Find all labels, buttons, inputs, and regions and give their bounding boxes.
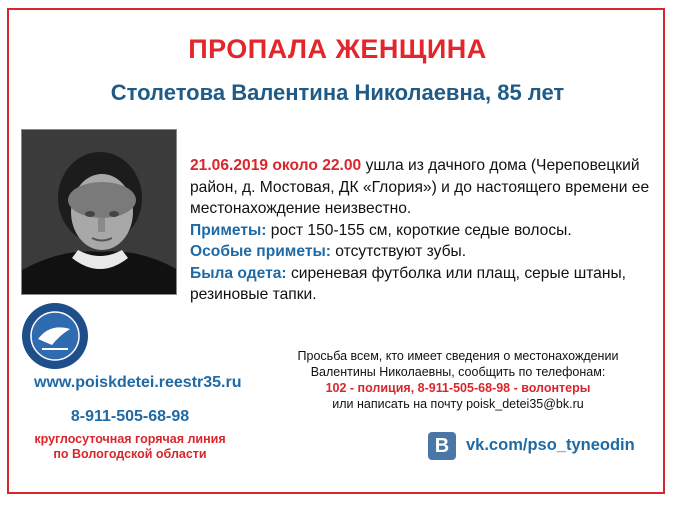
date-time: 21.06.2019 около 22.00 — [190, 157, 362, 174]
request-phones: 102 - полиция, 8-911-505-68-98 - волонтеры — [325, 381, 591, 395]
poster-title: ПРОПАЛА ЖЕНЩИНА — [188, 34, 487, 64]
signs-text: рост 150-155 см, короткие седые волосы. — [266, 221, 572, 239]
request-line-2: Валентины Николаевны, сообщить по телефонам: — [310, 365, 606, 379]
vk-link[interactable]: vk.com/pso_tyneodin — [466, 436, 635, 454]
special-signs-label: Особые приметы: — [190, 243, 331, 260]
hotline-line-2: по Вологодской области — [53, 447, 207, 461]
request-block — [268, 348, 648, 412]
request-line-1: Просьба всем, кто имеет сведения о местонахождении — [297, 349, 619, 363]
clothes-label: Была одета: — [190, 264, 287, 282]
special-signs-text: отсутствуют зубы. — [330, 243, 467, 260]
website-link[interactable]: www.poiskdetei.reestr35.ru — [34, 374, 242, 391]
missing-person-photo — [21, 129, 177, 295]
vk-icon[interactable]: В — [428, 432, 456, 460]
signs-label: Приметы: — [190, 221, 267, 239]
logo-emblem-icon — [20, 301, 90, 371]
hotline-line-1: круглосуточная горячая линия — [34, 432, 226, 446]
portrait-illustration — [22, 130, 177, 295]
hotline-caption — [0, 432, 260, 462]
hotline-phone[interactable]: 8-911-505-68-98 — [70, 408, 190, 425]
person-name: Столетова Валентина Николаевна, 85 лет — [110, 80, 565, 105]
description-block — [190, 155, 660, 306]
description-text: ушла из дачного дома (Череповецкий район, д. Мостовая, ДК «Глория») и до настоящего времени ее местонахождение неизвестно. — [190, 157, 650, 217]
request-email[interactable]: или написать на почту poisk_detei35@bk.ru — [332, 397, 584, 411]
clothes-text: сиреневая футболка или плащ, серые штаны, резиновые тапки. — [190, 264, 626, 303]
volunteer-org-logo — [20, 301, 90, 371]
